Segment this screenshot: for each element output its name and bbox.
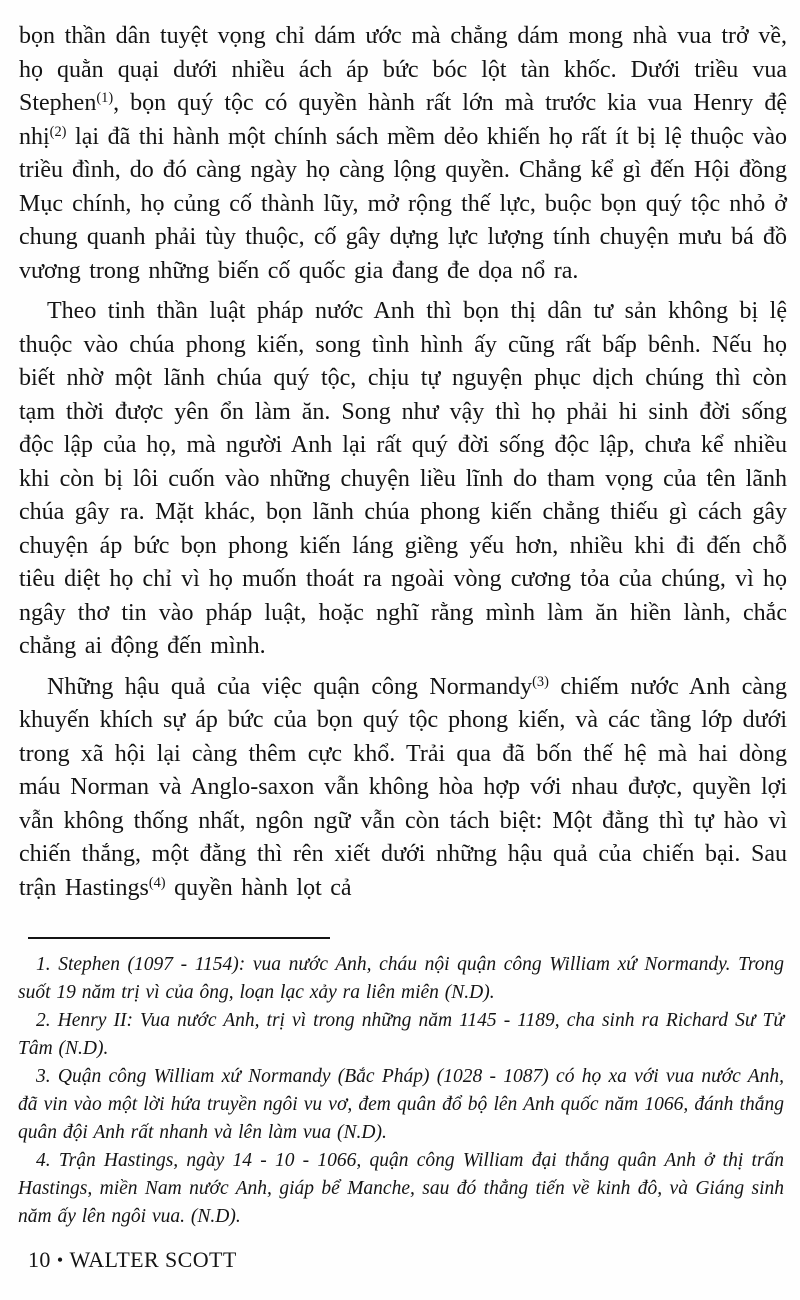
footnote: 3. Quận công William xứ Normandy (Bắc Pháp) (1028 - 1087) có họ xa với vua nước Anh, đã vin vào một lời hứa truyền ngôi vu vơ, đem quân đổ bộ lên Anh quốc năm 1066, đánh thắng quân đội Anh rất nhanh và lên làm vua (N.D).	[18, 1066, 784, 1143]
body-paragraph: bọn thần dân tuyệt vọng chỉ dám ước mà chẳng dám mong nhà vua trở về, họ quằn quại dưới nhiều ách áp bức bóc lột tàn khốc. Dưới triều vua Stephen$^{(1)}$, bọn quý tộc có quyền hành rất lớn mà trước kia vua Henry đệ nhị$^{(2)}$ lại đã thi hành một chính sách mềm dẻo khiến họ rất ít bị lệ thuộc vào triều đình, do đó càng ngày họ càng lộng quyền. Chẳng kể gì đến Hội đồng Mục chính, họ củng cố thành lũy, mở rộng thế lực, buộc bọn quý tộc nhỏ ở chung quanh phải tùy thuộc, cố gây dựng lực lượng tính chuyện mưu bá đồ vương trong những biến cố quốc gia đang đe dọa nổ ra.	[19, 23, 787, 284]
page-footer	[28, 1247, 237, 1273]
footer-author: WALTER SCOTT	[69, 1247, 237, 1272]
body-paragraph: Theo tinh thần luật pháp nước Anh thì bọn thị dân tư sản không bị lệ thuộc vào chúa phong kiến, song tình hình ấy cũng rất bấp bênh. Nếu họ biết nhờ một lãnh chúa quý tộc, chịu tự nguyện phục dịch chúng thì còn tạm thời được yên ổn làm ăn. Song như vậy thì họ phải hi sinh đời sống độc lập của họ, mà người Anh lại rất quý đời sống độc lập, chưa kể nhiều khi còn bị lôi cuốn vào những chuyện liều lĩnh do tham vọng của tên lãnh chúa gây ra. Mặt khác, bọn lãnh chúa phong kiến chẳng thiếu gì cách gây chuyện áp bức bọn phong kiến láng giềng yếu hơn, nhiều khi đi đến chỗ tiêu diệt họ chỉ vì họ muốn thoát ra ngoài vòng cương tỏa của chúng, vì họ ngây thơ tin vào pháp luật, hoặc nghĩ rằng mình làm ăn hiền lành, chắc chẳng ai động đến mình.	[19, 298, 787, 659]
footnotes	[18, 951, 784, 1231]
page-number: 10	[28, 1247, 51, 1272]
body-text	[19, 20, 787, 905]
footer-bullet-icon: •	[56, 1250, 64, 1270]
footnote: 4. Trận Hastings, ngày 14 - 10 - 1066, quận công William đại thắng quân Anh ở thị trấn Hastings, miền Nam nước Anh, giáp bể Manche, sau đó thẳng tiến về kinh đô, và Giáng sinh năm ấy lên ngôi vua. (N.D).	[18, 1150, 784, 1227]
footnote-ref: (1)	[96, 90, 114, 107]
footnote-ref: (4)	[148, 874, 166, 891]
footnote-ref: (2)	[49, 123, 67, 140]
body-paragraph: Những hậu quả của việc quận công Normandy$^{(3)}$ chiếm nước Anh càng khuyến khích sự áp bức của bọn quý tộc phong kiến, và các tầng lớp dưới trong xã hội lại càng thêm cực khổ. Trải qua đã bốn thế hệ mà hai dòng máu Norman và Anglo-saxon vẫn không hòa hợp với nhau được, quyền lợi vẫn không thống nhất, ngôn ngữ vẫn còn tách biệt: Một đằng thì tự hào vì chiến thắng, một đằng thì rên xiết dưới những hậu quả của chiến bại. Sau trận Hastings$^{(4)}$ quyền hành lọt cả	[19, 673, 787, 901]
footnote-separator	[28, 937, 330, 939]
footnote-ref: (3)	[532, 673, 549, 690]
footnote: 1. Stephen (1097 - 1154): vua nước Anh, cháu nội quận công William xứ Normandy. Trong suốt 19 năm trị vì của ông, loạn lạc xảy ra liên miên (N.D).	[18, 954, 784, 1003]
footnote: 2. Henry II: Vua nước Anh, trị vì trong những năm 1145 - 1189, cha sinh ra Richard Sư Tử Tâm (N.D).	[18, 1010, 784, 1059]
